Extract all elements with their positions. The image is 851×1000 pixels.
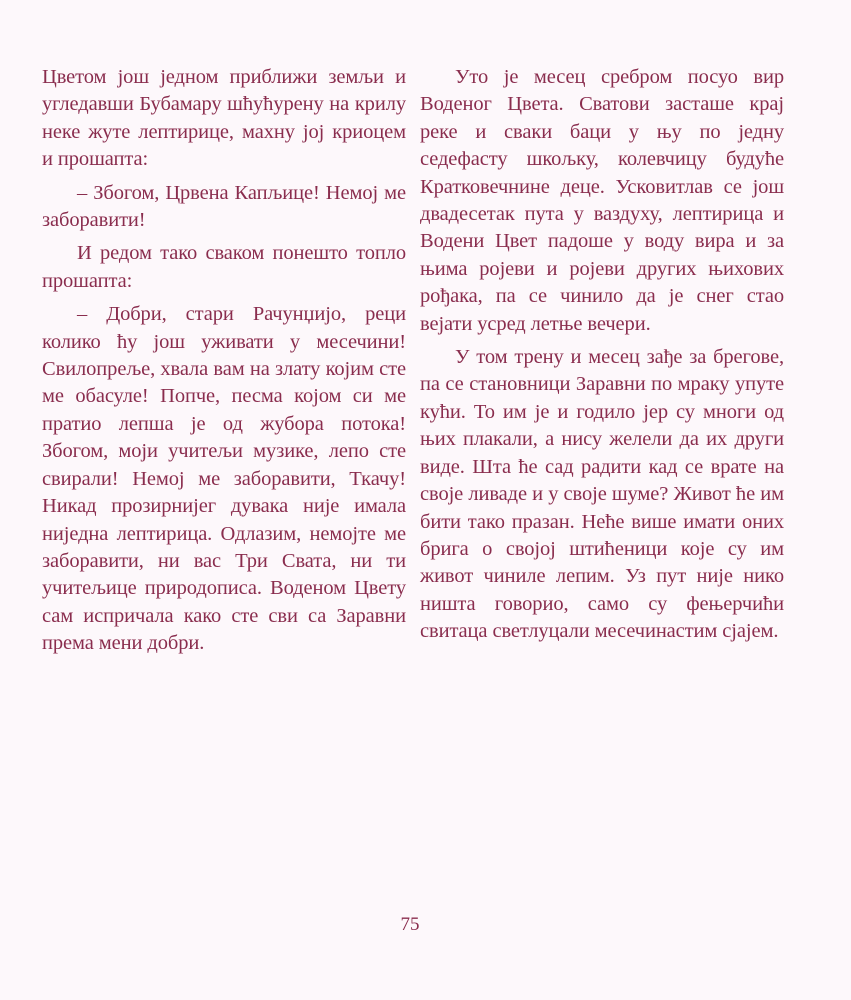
right-text-column (420, 64, 784, 652)
paragraph: Цветом још једном приближи земљи и угледавши Бубамару шћућурену на крилу неке жуте лептирице, махну јој криоцем и прошапта: (42, 66, 406, 171)
paragraph: И редом тако сваком понешто топло прошапта: (42, 242, 406, 292)
left-text-column (42, 64, 406, 664)
paragraph: – Добри, стари Рачунџијо, реци колико ћу још уживати у месечини! Свилопреље, хвала вам на злату којим сте ме обасуле! Попче, песма којом си ме пратио лепша је од жубора потока! Збогом, моји учитељи музике, лепо сте свирали! Немој ме заборавити, Ткачу! Никад прозирнијег дувака није имала ниједна лептирица. Одлазим, немојте ме заборавити, ни вас Три Свата, ни ти учитељице природописа. Воденом Цвету сам испричала како сте сви са Заравни према мени добри. (42, 303, 406, 655)
page-number: 75 (400, 914, 420, 935)
paragraph: Уто је месец сребром посуо вир Воденог Цвета. Сватови засташе крај реке и сваки баци у њу по једну седефасту шкољку, колевчицу будуће Кратковечнине деце. Усковитлав се још двадесетак пута у ваздуху, лептирица и Водени Цвет падоше у воду вира и за њима ројеви и ројеви других њихових рођака, па се чинило да је снег стао вејати усред летње вечери. (420, 66, 784, 335)
paragraph: У том трену и месец зађе за брегове, па се становници Заравни по мраку упуте кући. То им је и годило јер су многи од њих плакали, а нису желели да их други виде. Шта ће сад радити кад се врате на своје ливаде и у своје шуме? Живот ће им бити тако празан. Неће више имати оних брига о својој штићеници које су им живот чиниле лепим. Уз пут није нико ништа говорио, само су фењерчићи свитаца светлуцали месечинастим сјајем. (420, 346, 784, 643)
paragraph: – Збогом, Црвена Капљице! Немој ме заборавити! (42, 181, 406, 232)
